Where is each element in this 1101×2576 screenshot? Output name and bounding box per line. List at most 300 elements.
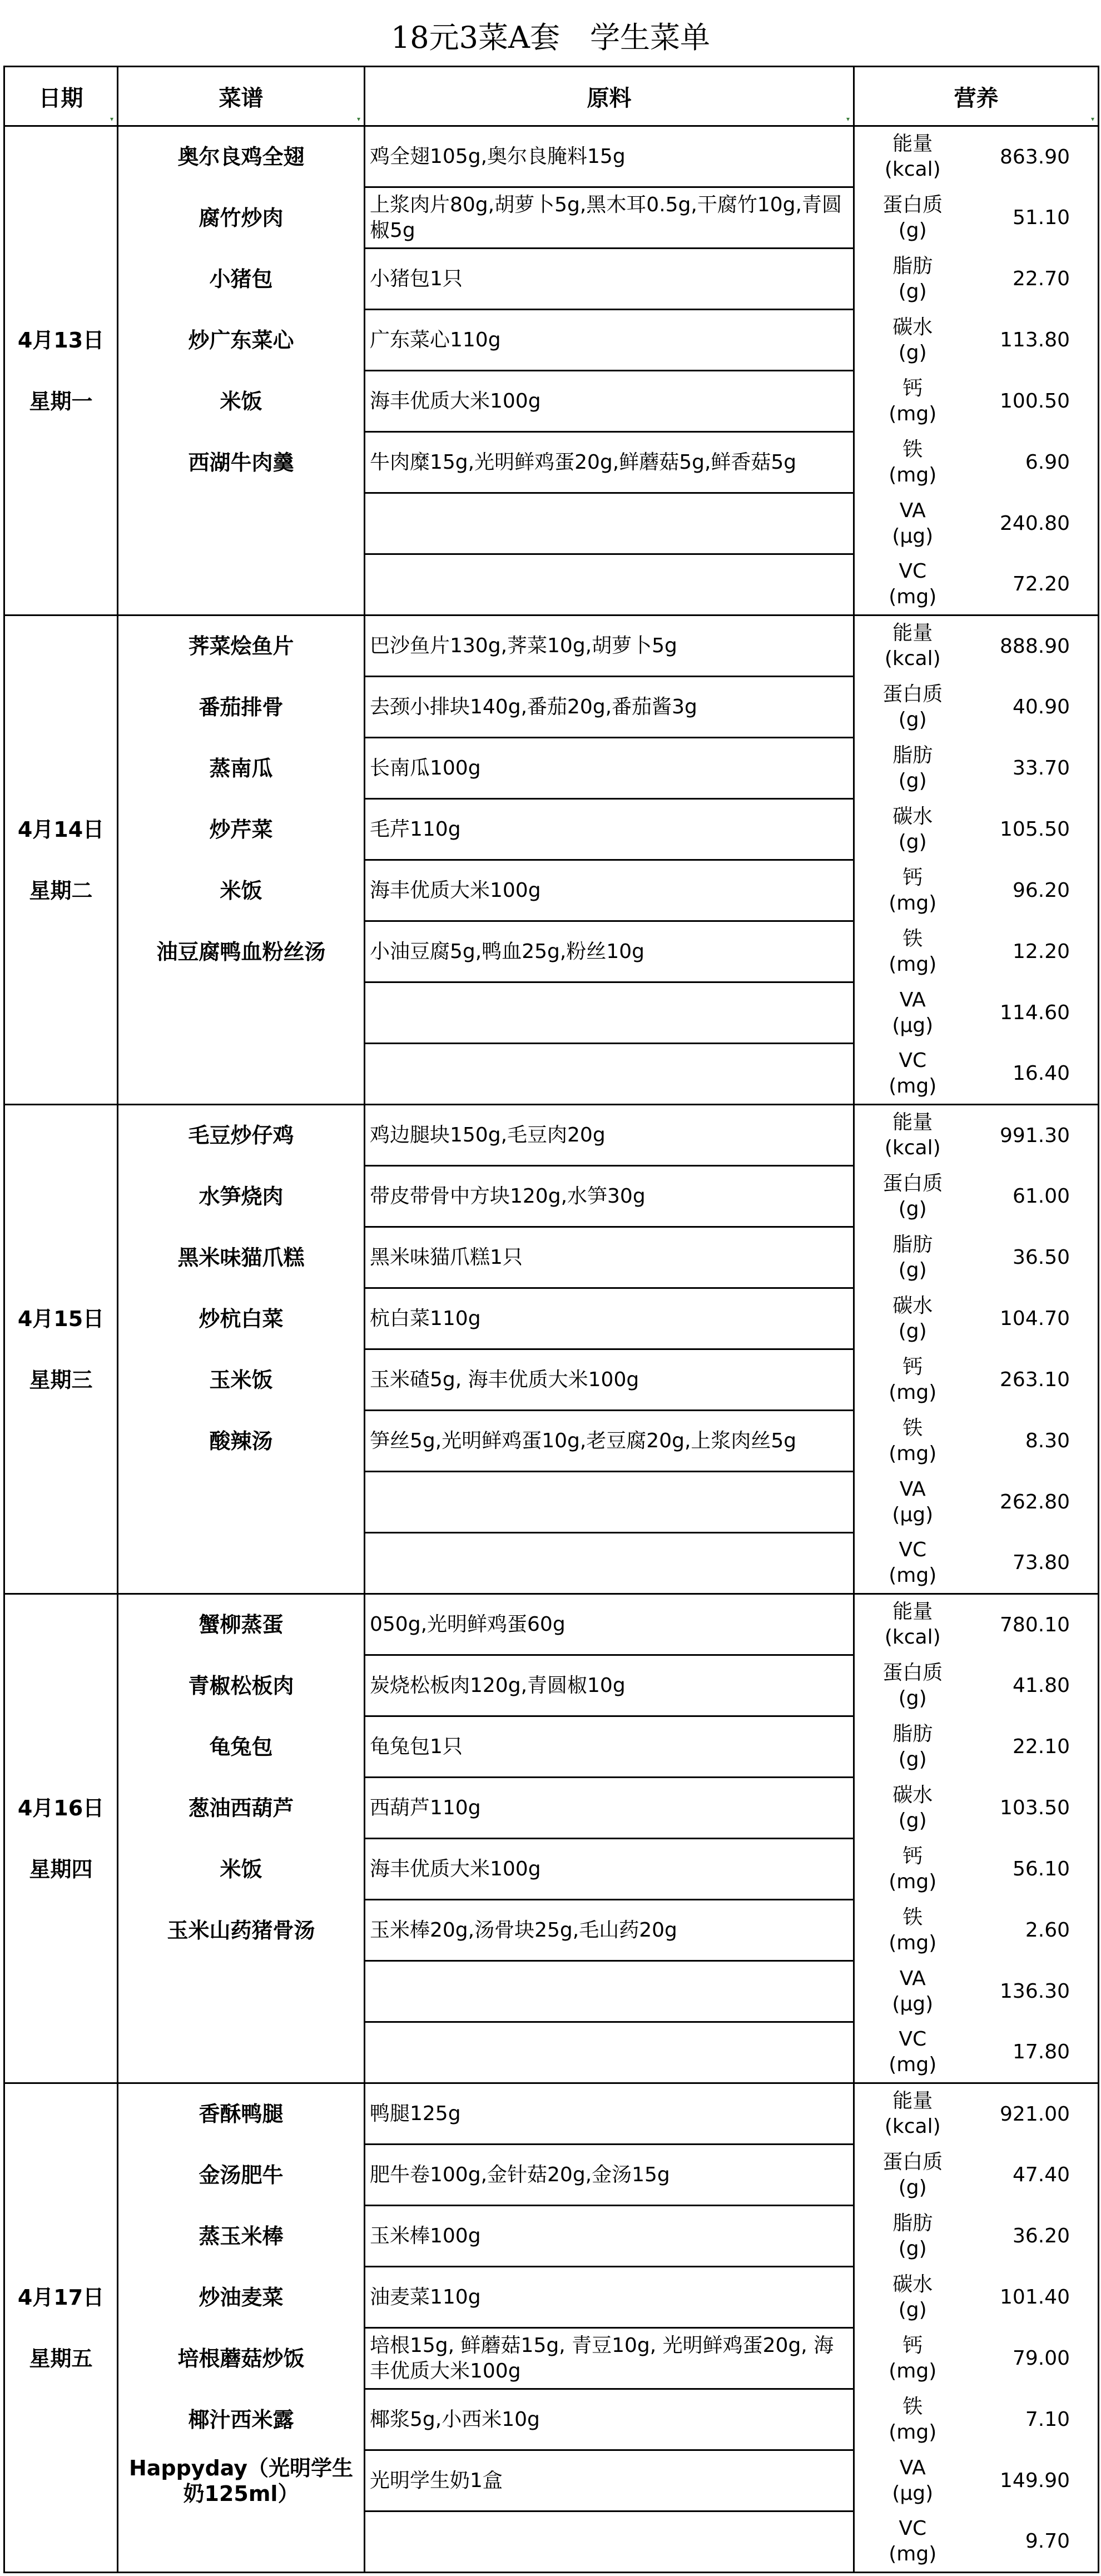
nutrient-label — [854, 1900, 971, 1961]
header-dish: 菜谱 ▾ — [118, 67, 365, 126]
ingredient-cell: 海丰优质大米100g — [365, 371, 854, 432]
nutrient-label — [854, 1105, 971, 1166]
dish-name: 番茄排骨 — [118, 677, 365, 738]
ingredient-cell: 带皮带骨中方块120g,水笋30g — [365, 1166, 854, 1227]
nutrient-name: 铁 — [902, 2395, 923, 2418]
menu-row — [4, 1655, 1099, 1716]
nutrient-unit: (mg) — [889, 402, 937, 425]
menu-row — [4, 1166, 1099, 1227]
nutrient-name: 能量 — [892, 622, 933, 645]
dish-name: 腐竹炒肉 — [118, 187, 365, 249]
menu-row — [4, 921, 1099, 982]
dish-name — [118, 1044, 365, 1105]
nutrient-unit: (kcal) — [884, 1136, 941, 1160]
nutrient-name: VA — [899, 1967, 926, 1990]
nutrient-label — [854, 2083, 971, 2145]
nutrient-name: 能量 — [892, 1600, 933, 1624]
day-weekday: 星期四 — [29, 1857, 93, 1882]
nutrient-label — [854, 1716, 971, 1778]
dish-name: 椰汁西米露 — [118, 2389, 365, 2450]
nutrient-value: 921.00 — [971, 2083, 1099, 2145]
nutrient-value: 262.80 — [971, 1472, 1099, 1533]
ingredient-cell — [365, 1533, 854, 1594]
nutrient-value: 136.30 — [971, 1961, 1099, 2022]
menu-row — [4, 738, 1099, 799]
ingredient-cell: 050g,光明鲜鸡蛋60g — [365, 1594, 854, 1655]
menu-row — [4, 554, 1099, 616]
dish-name — [118, 554, 365, 616]
ingredient-cell: 牛肉糜15g,光明鲜鸡蛋20g,鲜蘑菇5g,鲜香菇5g — [365, 432, 854, 493]
dish-name: 蟹柳蒸蛋 — [118, 1594, 365, 1655]
nutrient-unit: (g) — [898, 1197, 927, 1220]
ingredient-cell: 小猪包1只 — [365, 249, 854, 310]
dish-name — [118, 1961, 365, 2022]
dish-name: 西湖牛肉羹 — [118, 432, 365, 493]
menu-row — [4, 2083, 1099, 2145]
menu-row — [4, 2512, 1099, 2573]
ingredient-cell: 西葫芦110g — [365, 1778, 854, 1839]
nutrient-unit: (g) — [898, 2237, 927, 2260]
nutrient-label — [854, 554, 971, 616]
nutrient-name: 脂肪 — [892, 1722, 933, 1745]
day-date: 4月14日 — [17, 817, 105, 842]
nutrient-name: VA — [899, 1477, 926, 1501]
nutrient-label — [854, 2267, 971, 2328]
ingredient-cell: 油麦菜110g — [365, 2267, 854, 2328]
menu-row — [4, 1594, 1099, 1655]
header-row — [4, 67, 1099, 126]
nutrient-label — [854, 1044, 971, 1105]
nutrient-unit: (mg) — [889, 1564, 937, 1587]
menu-row — [4, 2022, 1099, 2083]
dish-name: 米饭 — [118, 371, 365, 432]
menu-row — [4, 1349, 1099, 1411]
nutrient-unit: (g) — [898, 769, 927, 792]
nutrient-label — [854, 2145, 971, 2206]
nutrient-unit: (μg) — [892, 524, 934, 548]
menu-row — [4, 1900, 1099, 1961]
menu-table — [3, 66, 1099, 2573]
nutrient-label — [854, 310, 971, 371]
nutrient-unit: (mg) — [889, 1074, 937, 1098]
dish-name: 毛豆炒仔鸡 — [118, 1105, 365, 1166]
nutrient-name: VC — [899, 2027, 927, 2051]
dish-name: 油豆腐鸭血粉丝汤 — [118, 921, 365, 982]
nutrient-label — [854, 799, 971, 860]
nutrient-name: 碳水 — [892, 1294, 933, 1317]
ingredient-cell: 玉米棒100g — [365, 2206, 854, 2267]
ingredient-cell: 笋丝5g,光明鲜鸡蛋10g,老豆腐20g,上浆肉丝5g — [365, 1411, 854, 1472]
nutrient-unit: (mg) — [889, 2542, 937, 2565]
nutrient-unit: (kcal) — [884, 158, 941, 181]
ingredient-cell: 长南瓜100g — [365, 738, 854, 799]
nutrient-label — [854, 1411, 971, 1472]
ingredient-cell: 广东菜心110g — [365, 310, 854, 371]
nutrient-unit: (g) — [898, 1686, 927, 1710]
nutrient-name: 脂肪 — [892, 743, 933, 767]
day-date: 4月13日 — [17, 327, 105, 353]
nutrient-unit: (μg) — [892, 1992, 934, 2016]
nutrient-unit: (g) — [898, 1258, 927, 1282]
menu-row — [4, 677, 1099, 738]
menu-row — [4, 616, 1099, 677]
menu-row — [4, 2145, 1099, 2206]
nutrient-unit: (g) — [898, 1809, 927, 1832]
dish-name: 荠菜烩鱼片 — [118, 616, 365, 677]
nutrient-name: 碳水 — [892, 2272, 933, 2296]
nutrient-value: 16.40 — [971, 1044, 1099, 1105]
nutrient-label — [854, 432, 971, 493]
ingredient-cell: 鸡全翅105g,奥尔良腌料15g — [365, 126, 854, 187]
nutrient-name: 能量 — [892, 1111, 933, 1134]
ingredient-cell: 海丰优质大米100g — [365, 1839, 854, 1900]
ingredient-cell: 小油豆腐5g,鸭血25g,粉丝10g — [365, 921, 854, 982]
nutrient-value: 36.20 — [971, 2206, 1099, 2267]
nutrient-value: 33.70 — [971, 738, 1099, 799]
nutrient-name: 铁 — [902, 438, 923, 461]
nutrient-name: 铁 — [902, 927, 923, 950]
menu-row — [4, 982, 1099, 1044]
dish-name: 奥尔良鸡全翅 — [118, 126, 365, 187]
nutrient-label — [854, 1839, 971, 1900]
nutrient-unit: (mg) — [889, 2053, 937, 2076]
nutrient-value: 105.50 — [971, 799, 1099, 860]
nutrient-value: 103.50 — [971, 1778, 1099, 1839]
ingredient-cell — [365, 1472, 854, 1533]
menu-row — [4, 2450, 1099, 2512]
nutrient-unit: (g) — [898, 1748, 927, 1771]
nutrient-label — [854, 2206, 971, 2267]
ingredient-cell: 上浆肉片80g,胡萝卜5g,黑木耳0.5g,干腐竹10g,青圆椒5g — [365, 187, 854, 249]
menu-row — [4, 493, 1099, 554]
nutrient-name: VC — [899, 559, 927, 583]
nutrient-unit: (kcal) — [884, 2115, 941, 2138]
dish-name — [118, 493, 365, 554]
ingredient-cell: 椰浆5g,小西米10g — [365, 2389, 854, 2450]
nutrient-label — [854, 187, 971, 249]
dish-name: 龟兔包 — [118, 1716, 365, 1778]
nutrient-unit: (μg) — [892, 2481, 934, 2505]
day-weekday: 星期二 — [29, 878, 93, 903]
nutrient-value: 2.60 — [971, 1900, 1099, 1961]
ingredient-cell: 龟兔包1只 — [365, 1716, 854, 1778]
nutrient-label — [854, 1227, 971, 1288]
nutrient-unit: (μg) — [892, 1503, 934, 1526]
nutrient-value: 17.80 — [971, 2022, 1099, 2083]
ingredient-cell: 毛芹110g — [365, 799, 854, 860]
ingredient-cell: 去颈小排块140g,番茄20g,番茄酱3g — [365, 677, 854, 738]
nutrient-value: 79.00 — [971, 2328, 1099, 2389]
menu-row — [4, 126, 1099, 187]
nutrient-value: 96.20 — [971, 860, 1099, 921]
nutrient-unit: (μg) — [892, 1014, 934, 1037]
nutrient-name: 碳水 — [892, 1783, 933, 1806]
menu-row — [4, 2267, 1099, 2328]
nutrient-name: 碳水 — [892, 805, 933, 828]
nutrient-value: 41.80 — [971, 1655, 1099, 1716]
dish-name: 青椒松板肉 — [118, 1655, 365, 1716]
nutrient-name: VA — [899, 499, 926, 522]
ingredient-cell: 炭烧松板肉120g,青圆椒10g — [365, 1655, 854, 1716]
ingredient-cell: 鸡边腿块150g,毛豆肉20g — [365, 1105, 854, 1166]
nutrient-label — [854, 677, 971, 738]
nutrient-label — [854, 1472, 971, 1533]
nutrient-value: 240.80 — [971, 493, 1099, 554]
nutrient-label — [854, 1778, 971, 1839]
nutrient-unit: (g) — [898, 341, 927, 364]
nutrient-unit: (mg) — [889, 952, 937, 976]
nutrient-value: 40.90 — [971, 677, 1099, 738]
dish-name: 米饭 — [118, 860, 365, 921]
nutrient-label — [854, 1533, 971, 1594]
nutrient-value: 780.10 — [971, 1594, 1099, 1655]
day-cell — [4, 126, 118, 616]
nutrient-label — [854, 1349, 971, 1411]
ingredient-cell: 培根15g, 鲜蘑菇15g, 青豆10g, 光明鲜鸡蛋20g, 海丰优质大米100g — [365, 2328, 854, 2389]
dish-name — [118, 1472, 365, 1533]
ingredient-cell — [365, 493, 854, 554]
nutrient-unit: (g) — [898, 219, 927, 242]
nutrient-name: 脂肪 — [892, 254, 933, 277]
nutrient-name: 能量 — [892, 132, 933, 156]
nutrient-name: 脂肪 — [892, 2211, 933, 2235]
ingredient-cell: 玉米碴5g, 海丰优质大米100g — [365, 1349, 854, 1411]
day-cell — [4, 1594, 118, 2083]
nutrient-value: 8.30 — [971, 1411, 1099, 1472]
menu-row — [4, 1716, 1099, 1778]
nutrient-label — [854, 2512, 971, 2573]
menu-row — [4, 2206, 1099, 2267]
nutrient-value: 991.30 — [971, 1105, 1099, 1166]
menu-row — [4, 799, 1099, 860]
nutrient-name: 钙 — [902, 866, 923, 889]
nutrient-name: 钙 — [902, 1844, 923, 1868]
dish-name — [118, 2022, 365, 2083]
nutrient-label — [854, 1166, 971, 1227]
nutrient-value: 73.80 — [971, 1533, 1099, 1594]
menu-row — [4, 1288, 1099, 1349]
nutrient-unit: (g) — [898, 280, 927, 303]
ingredient-cell — [365, 554, 854, 616]
nutrient-unit: (mg) — [889, 1381, 937, 1404]
nutrient-value: 149.90 — [971, 2450, 1099, 2512]
dish-name — [118, 982, 365, 1044]
nutrient-value: 72.20 — [971, 554, 1099, 616]
nutrient-unit: (mg) — [889, 2420, 937, 2444]
menu-row — [4, 1411, 1099, 1472]
menu-row — [4, 432, 1099, 493]
menu-row — [4, 249, 1099, 310]
dish-name: 蒸南瓜 — [118, 738, 365, 799]
menu-row — [4, 2328, 1099, 2389]
ingredient-cell — [365, 1044, 854, 1105]
nutrient-unit: (g) — [898, 830, 927, 853]
nutrient-value: 9.70 — [971, 2512, 1099, 2573]
nutrient-name: 铁 — [902, 1416, 923, 1440]
nutrient-unit: (mg) — [889, 891, 937, 915]
nutrient-name: 蛋白质 — [882, 2150, 943, 2173]
nutrient-unit: (mg) — [889, 1870, 937, 1893]
nutrient-unit: (g) — [898, 708, 927, 731]
ingredient-cell: 海丰优质大米100g — [365, 860, 854, 921]
dish-name: 炒油麦菜 — [118, 2267, 365, 2328]
menu-row — [4, 1472, 1099, 1533]
nutrient-value: 104.70 — [971, 1288, 1099, 1349]
nutrient-value: 6.90 — [971, 432, 1099, 493]
ingredient-cell: 杭白菜110g — [365, 1288, 854, 1349]
nutrient-name: 蛋白质 — [882, 1661, 943, 1684]
nutrient-value: 113.80 — [971, 310, 1099, 371]
dish-name: 黑米味猫爪糕 — [118, 1227, 365, 1288]
nutrient-unit: (mg) — [889, 463, 937, 487]
nutrient-name: 蛋白质 — [882, 1172, 943, 1195]
menu-row — [4, 2389, 1099, 2450]
dish-name: 培根蘑菇炒饭 — [118, 2328, 365, 2389]
dish-name: 水笋烧肉 — [118, 1166, 365, 1227]
nutrient-name: 钙 — [902, 1355, 923, 1378]
nutrient-value: 101.40 — [971, 2267, 1099, 2328]
nutrient-unit: (mg) — [889, 2359, 937, 2383]
nutrient-name: VA — [899, 2456, 926, 2479]
ingredient-cell: 巴沙鱼片130g,荠菜10g,胡萝卜5g — [365, 616, 854, 677]
dish-name: 米饭 — [118, 1839, 365, 1900]
dish-name: 小猪包 — [118, 249, 365, 310]
nutrient-value: 888.90 — [971, 616, 1099, 677]
nutrient-value: 61.00 — [971, 1166, 1099, 1227]
nutrient-name: VA — [899, 988, 926, 1011]
menu-row — [4, 1961, 1099, 2022]
nutrient-label — [854, 1655, 971, 1716]
ingredient-cell: 玉米棒20g,汤骨块25g,毛山药20g — [365, 1900, 854, 1961]
nutrient-value: 863.90 — [971, 126, 1099, 187]
ingredient-cell: 光明学生奶1盒 — [365, 2450, 854, 2512]
nutrient-name: 钙 — [902, 376, 923, 400]
nutrient-label — [854, 1594, 971, 1655]
nutrient-unit: (g) — [898, 1319, 927, 1343]
day-date: 4月15日 — [17, 1306, 105, 1331]
nutrient-value: 56.10 — [971, 1839, 1099, 1900]
menu-row — [4, 1105, 1099, 1166]
nutrient-label — [854, 2022, 971, 2083]
header-date: 日期 ▾ — [4, 67, 118, 126]
nutrient-unit: (g) — [898, 2176, 927, 2199]
menu-row — [4, 860, 1099, 921]
header-ingredients: 原料 ▾ — [365, 67, 854, 126]
day-weekday: 星期一 — [29, 389, 93, 414]
ingredient-cell — [365, 2512, 854, 2573]
day-cell — [4, 2083, 118, 2573]
dish-name: 炒杭白菜 — [118, 1288, 365, 1349]
day-weekday: 星期五 — [29, 2346, 93, 2371]
nutrient-label — [854, 921, 971, 982]
nutrient-value: 7.10 — [971, 2389, 1099, 2450]
nutrient-label — [854, 2389, 971, 2450]
nutrient-label — [854, 982, 971, 1044]
menu-body — [4, 126, 1099, 2573]
nutrient-name: 钙 — [902, 2334, 923, 2357]
nutrient-label — [854, 1288, 971, 1349]
nutrient-name: 脂肪 — [892, 1233, 933, 1256]
nutrient-value: 12.20 — [971, 921, 1099, 982]
menu-row — [4, 371, 1099, 432]
nutrient-value: 36.50 — [971, 1227, 1099, 1288]
nutrient-label — [854, 860, 971, 921]
dish-name — [118, 1533, 365, 1594]
nutrient-name: 能量 — [892, 2089, 933, 2113]
menu-row — [4, 1227, 1099, 1288]
nutrient-name: 蛋白质 — [882, 193, 943, 216]
nutrient-name: 铁 — [902, 1905, 923, 1929]
dish-name: 金汤肥牛 — [118, 2145, 365, 2206]
dish-name: 玉米山药猪骨汤 — [118, 1900, 365, 1961]
nutrient-value: 114.60 — [971, 982, 1099, 1044]
ingredient-cell — [365, 2022, 854, 2083]
menu-row — [4, 187, 1099, 249]
ingredient-cell: 黑米味猫爪糕1只 — [365, 1227, 854, 1288]
day-date: 4月17日 — [17, 2285, 105, 2310]
nutrient-unit: (mg) — [889, 1931, 937, 1954]
nutrient-value: 47.40 — [971, 2145, 1099, 2206]
nutrient-label — [854, 616, 971, 677]
ingredient-cell: 鸭腿125g — [365, 2083, 854, 2145]
dish-name: Happyday（光明学生奶125ml） — [118, 2450, 365, 2512]
nutrient-label — [854, 126, 971, 187]
nutrient-name: 碳水 — [892, 315, 933, 339]
header-nutrition: 营养 ▾ — [854, 67, 1099, 126]
dish-name: 香酥鸭腿 — [118, 2083, 365, 2145]
nutrient-label — [854, 2328, 971, 2389]
nutrient-name: 蛋白质 — [882, 682, 943, 706]
nutrient-label — [854, 493, 971, 554]
day-date: 4月16日 — [17, 1795, 105, 1820]
dish-name: 炒芹菜 — [118, 799, 365, 860]
ingredient-cell: 肥牛卷100g,金针菇20g,金汤15g — [365, 2145, 854, 2206]
nutrient-unit: (kcal) — [884, 1626, 941, 1649]
nutrient-unit: (mg) — [889, 1442, 937, 1465]
nutrient-unit: (kcal) — [884, 647, 941, 671]
nutrient-value: 22.70 — [971, 249, 1099, 310]
nutrient-unit: (g) — [898, 2298, 927, 2321]
dish-name: 炒广东菜心 — [118, 310, 365, 371]
menu-row — [4, 1044, 1099, 1105]
menu-row — [4, 310, 1099, 371]
nutrient-name: VC — [899, 2517, 927, 2540]
menu-row — [4, 1778, 1099, 1839]
nutrient-value: 51.10 — [971, 187, 1099, 249]
dish-name: 酸辣汤 — [118, 1411, 365, 1472]
nutrient-label — [854, 249, 971, 310]
day-cell — [4, 1105, 118, 1594]
ingredient-cell — [365, 1961, 854, 2022]
day-cell — [4, 616, 118, 1105]
nutrient-unit: (mg) — [889, 585, 937, 608]
nutrient-label — [854, 1961, 971, 2022]
menu-row — [4, 1839, 1099, 1900]
nutrient-value: 22.10 — [971, 1716, 1099, 1778]
nutrient-label — [854, 2450, 971, 2512]
ingredient-cell — [365, 982, 854, 1044]
menu-title: 18元3菜A套 学生菜单 — [390, 20, 711, 55]
nutrient-value: 263.10 — [971, 1349, 1099, 1411]
menu-row — [4, 1533, 1099, 1594]
dish-name: 葱油西葫芦 — [118, 1778, 365, 1839]
nutrient-name: VC — [899, 1049, 927, 1072]
day-weekday: 星期三 — [29, 1367, 93, 1392]
nutrient-value: 100.50 — [971, 371, 1099, 432]
dish-name: 蒸玉米棒 — [118, 2206, 365, 2267]
nutrient-label — [854, 738, 971, 799]
dish-name: 玉米饭 — [118, 1349, 365, 1411]
